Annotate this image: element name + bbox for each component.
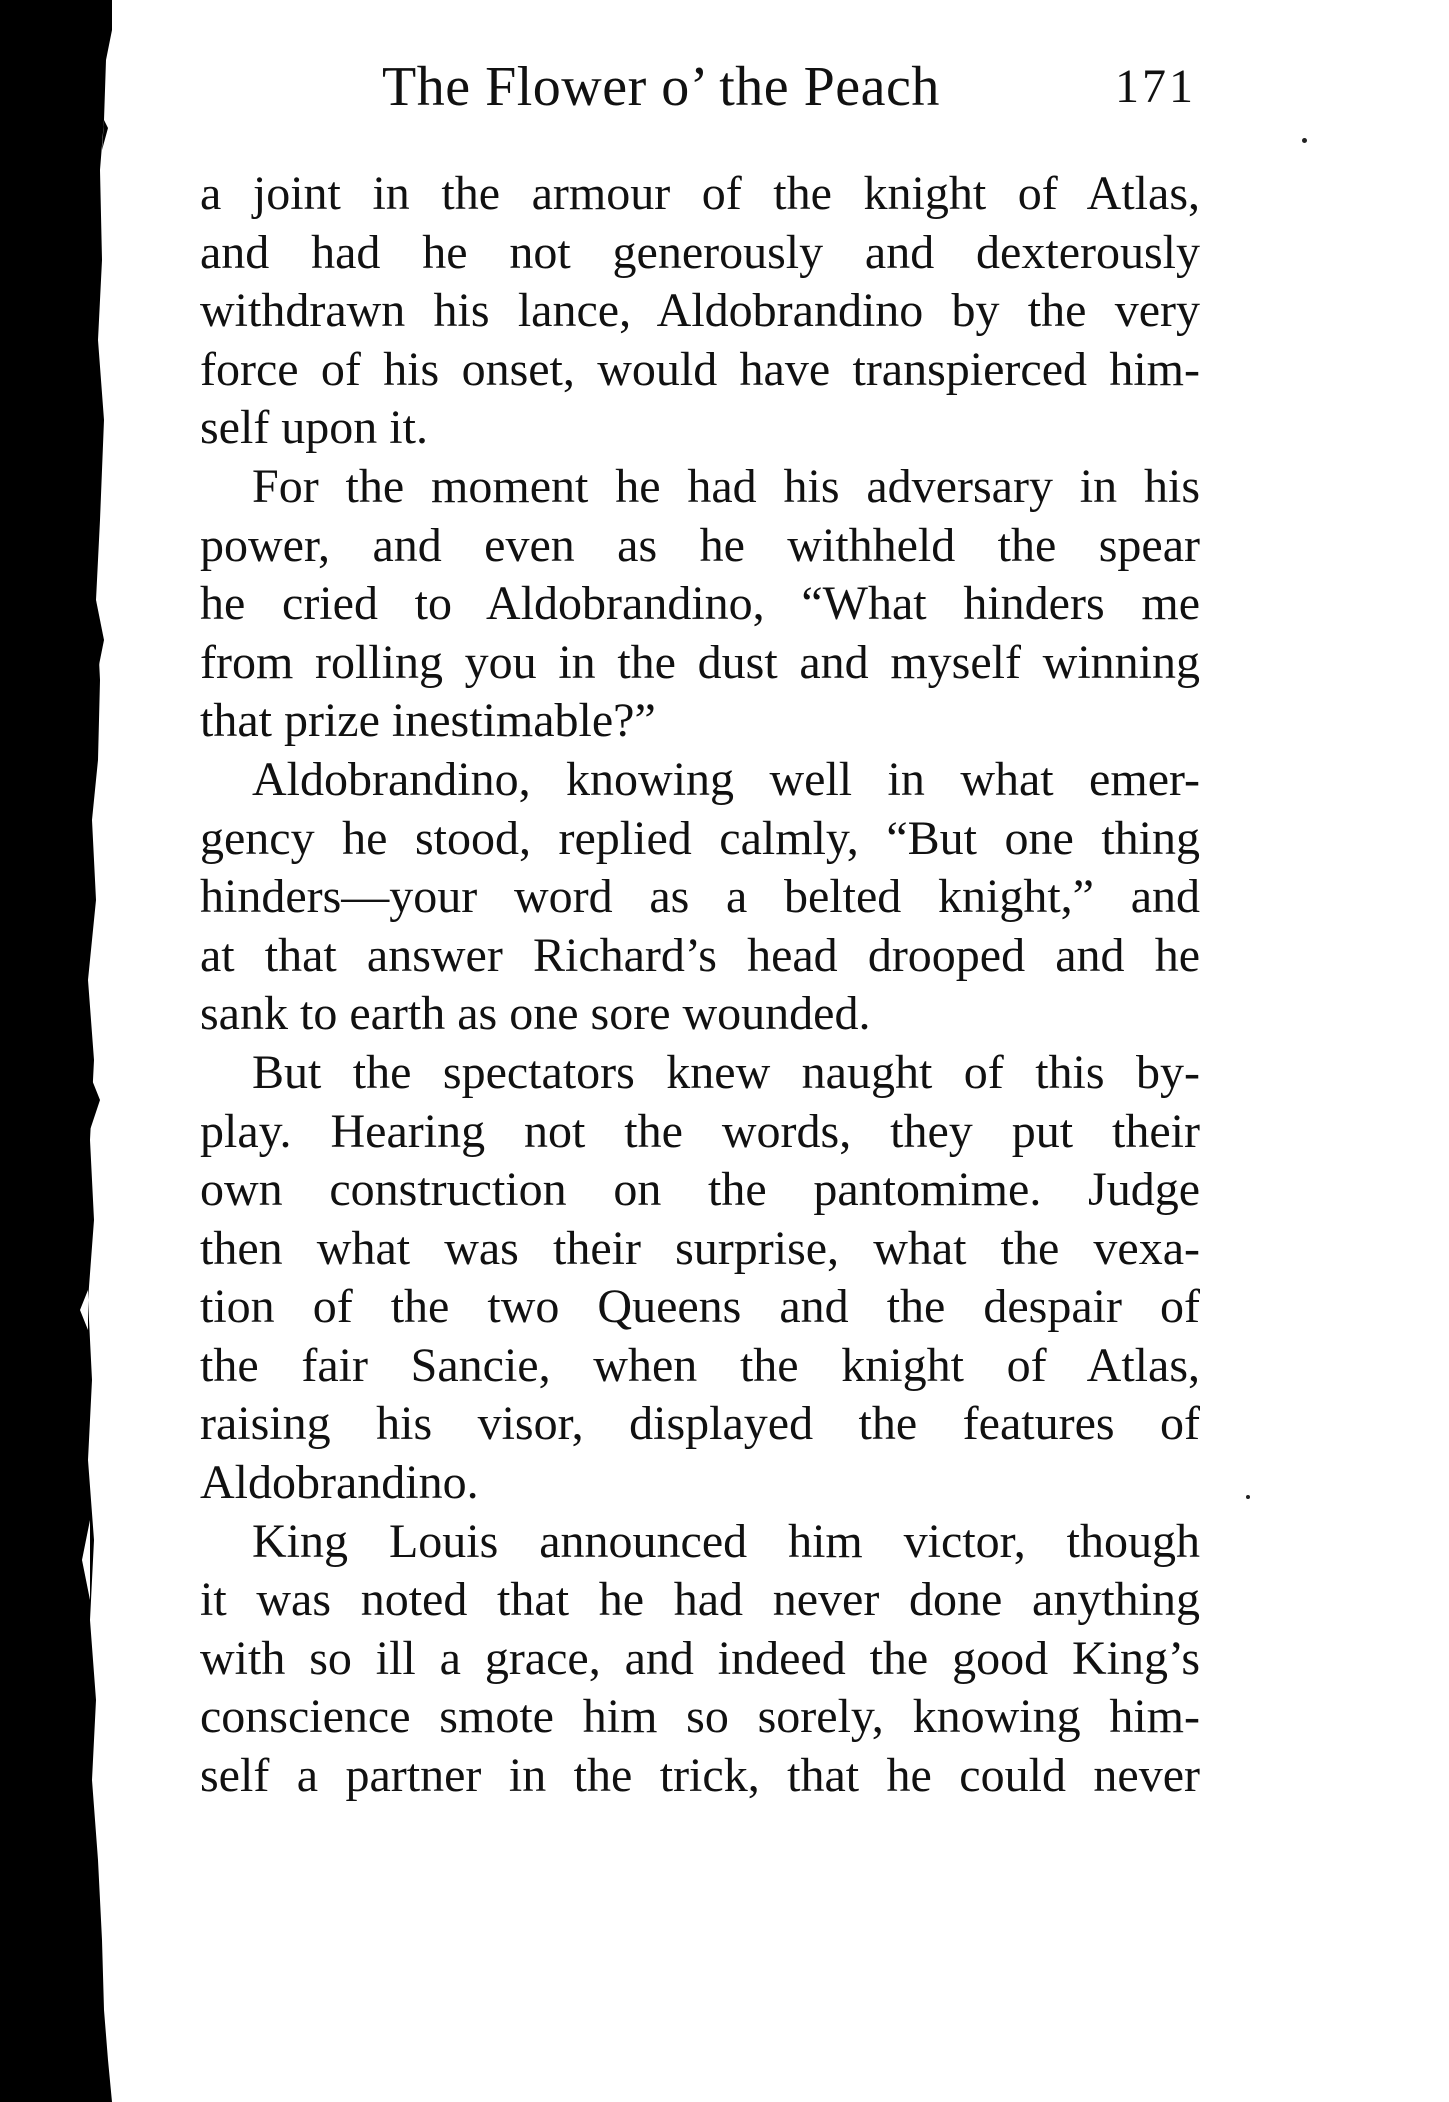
- text-line: raising his visor, displayed the features of: [200, 1397, 1200, 1451]
- text-line: power, and even as he withheld the spear: [200, 518, 1200, 572]
- binding-shadow-graphic: [0, 0, 120, 2102]
- book-page: [200, 0, 1200, 2102]
- running-head: [200, 52, 1200, 122]
- text-line: a joint in the armour of the knight of Atlas,: [200, 167, 1200, 220]
- text-line: then what was their surprise, what the vexa-: [200, 1221, 1200, 1275]
- text-line: that prize inestimable?”: [200, 694, 656, 748]
- text-line: tion of the two Queens and the despair of: [200, 1280, 1200, 1334]
- body-text: [200, 165, 1200, 1806]
- text-line: withdrawn his lance, Aldobrandino by the very: [200, 284, 1200, 338]
- text-line: it was noted that he had never done anything: [200, 1573, 1200, 1627]
- text-line: and had he not generously and dexterously: [200, 225, 1200, 279]
- text-line: with so ill a grace, and indeed the good King’s: [200, 1631, 1200, 1685]
- text-line: force of his onset, would have transpierced him-: [200, 342, 1200, 396]
- text-line: Aldobrandino, knowing well in what emer-: [252, 752, 1200, 806]
- scanned-binding-edge: [0, 0, 120, 2102]
- text-line: self a partner in the trick, that he could never: [200, 1749, 1200, 1803]
- text-line: But the spectators knew naught of this by-: [252, 1045, 1200, 1099]
- text-line: from rolling you in the dust and myself winning: [200, 635, 1200, 689]
- text-line: he cried to Aldobrandino, “What hinders me: [200, 577, 1200, 631]
- text-line: hinders—your word as a belted knight,” and: [200, 870, 1200, 924]
- text-line: own construction on the pantomime. Judge: [200, 1163, 1200, 1217]
- text-line: Aldobrandino.: [200, 1456, 479, 1510]
- text-line: at that answer Richard’s head drooped and he: [200, 928, 1200, 982]
- text-line: play. Hearing not the words, they put their: [200, 1104, 1200, 1158]
- text-line: self upon it.: [200, 401, 428, 455]
- text-line: gency he stood, replied calmly, “But one thing: [200, 811, 1200, 865]
- running-title: The Flower o’ the Peach: [382, 56, 940, 118]
- page-number: 171: [1115, 60, 1196, 113]
- text-line: the fair Sancie, when the knight of Atlas,: [200, 1338, 1200, 1392]
- text-line: sank to earth as one sore wounded.: [200, 987, 871, 1041]
- text-line: conscience smote him so sorely, knowing him-: [200, 1690, 1200, 1744]
- text-line: King Louis announced him victor, though: [252, 1514, 1200, 1568]
- text-line: For the moment he had his adversary in his: [252, 459, 1200, 513]
- scan-speck: [1246, 1495, 1250, 1499]
- scan-speck: [1302, 138, 1307, 143]
